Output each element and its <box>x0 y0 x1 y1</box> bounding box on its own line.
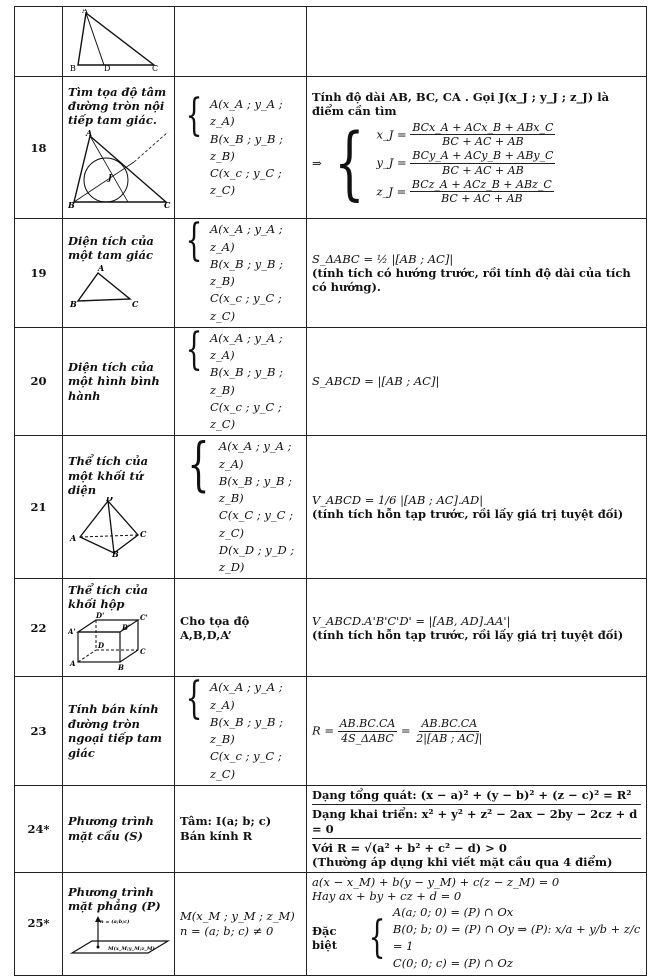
label-b1: B' <box>122 622 131 632</box>
given-normal: n = (a; b; c) ≠ 0 <box>180 923 274 938</box>
radius-numerator-2: AB.BC.CA <box>421 716 478 730</box>
given-cell <box>175 785 307 872</box>
special-label: Đặc biệt <box>312 923 338 952</box>
row-number: 22 <box>15 579 63 677</box>
tetrahedron-figure <box>68 497 152 557</box>
radius-label: R = <box>312 723 334 738</box>
given-c: C(x_c ; y_C ; z_C) <box>210 166 282 198</box>
label-c1: C' <box>140 612 148 622</box>
table-row-17 <box>15 7 647 77</box>
label-point-m: M(x_M;y_M;z_M) <box>108 946 155 953</box>
row-title: Diện tích của một hình bình hành <box>63 327 175 436</box>
given-c: C(x_c ; y_C ; z_C) <box>210 749 282 781</box>
xj-label: x_J = <box>376 126 407 141</box>
label-d1: D' <box>96 611 105 620</box>
label-c: C <box>132 298 139 309</box>
row-title <box>63 872 175 975</box>
label-c: C <box>152 64 159 71</box>
formula-cell: Tính độ dài AB, BC, CA . Gọi J(x_J ; y_J ; z_J) là điểm cần tìm ⇒ { x_J = $\frac{\text{BCx\_A + ACx\_B + ABx\_C}}{BC + AC + AB}$ y_J = $\frac{\text{BCy\_A + ACy\_B + ABy\_C}}{BC + AC + AB}$ z_J = $\frac{\text{BCz\_A + ACz\_B + ABz\_C}}{BC + AC + AB}$ <box>307 77 647 219</box>
zj-numerator: BCz_A + ACz_B + ABz_C <box>411 177 552 191</box>
formula-cell: a(x − x_M) + b(y − y_M) + c(z − z_M) = 0 Hay ax + by + cz + d = 0 Đặc biệt { A(a; 0; 0) = (P) ∩ Ox B(0; b; 0) = (P) ∩ Oy ⇒ (P): x/a + y/b + z/c = 1 C(0; 0; c) = (P) ∩ Oz <box>307 872 647 975</box>
volume-box-formula: V_ABCD.A'B'C'D' = |[AB, AD].AA'| <box>312 613 511 628</box>
formula-intro: Tính độ dài AB, BC, CA . Gọi J(x_J ; y_J ; z_J) là điểm cần tìm <box>312 89 610 119</box>
given-a: A(x_A ; y_A ; z_A) <box>210 97 283 129</box>
table-row-19 <box>15 219 647 328</box>
given-center: Tâm: I(a; b; c) <box>180 814 272 829</box>
formula-note: (tính tích có hướng trước, rồi tính độ dài của tích có hướng). <box>312 265 631 295</box>
label-b: B <box>70 64 76 71</box>
table-row-20 <box>15 327 647 436</box>
row-title <box>63 77 175 219</box>
xj-numerator: BCx_A + ACx_B + ABx_C <box>412 120 554 134</box>
given-a: A(x_A ; y_A ; z_A) <box>210 330 283 363</box>
special-a: A(a; 0; 0) = (P) ∩ Ox <box>392 904 514 919</box>
label-a: A <box>98 262 105 273</box>
label-b: B <box>70 298 77 309</box>
yj-numerator: BCy_A + ACy_B + ABy_C <box>412 149 554 162</box>
plane-general-form: Hay ax + by + cz + d = 0 <box>312 889 462 904</box>
yj-label: y_J = <box>376 155 407 170</box>
area-parallelogram-formula: S_ABCD = |[AB ; AC]| <box>312 374 440 389</box>
given-point: M(x_M ; y_M ; z_M) <box>180 909 295 924</box>
volume-tetrahedron-formula: V_ABCD = 1/6 |[AB ; AC].AD| <box>312 493 484 507</box>
box-figure <box>68 612 152 670</box>
given-b: B(x_B ; y_B ; z_B) <box>210 131 284 163</box>
label-j: J <box>108 171 112 182</box>
given-c: C(x_c ; y_C ; z_C) <box>210 291 282 323</box>
row-title <box>63 579 175 677</box>
given-b: B(x_B ; y_B ; z_B) <box>210 714 284 747</box>
given-cell <box>175 872 307 975</box>
row-title <box>63 436 175 579</box>
given-a: A(x_A ; y_A ; z_A) <box>218 439 292 471</box>
sphere-expanded-form: Dạng khai triển: x² + y² + z² − 2ax − 2by − 2cz + d = 0 <box>312 805 641 839</box>
row-number: 18 <box>15 77 63 219</box>
given-cell: { A(x_A ; y_A ; z_A) B(x_B ; y_B ; z_B) C(x_c ; y_C ; z_C) <box>175 677 307 786</box>
row-title-text: Phương trình mặt phẳng (P) <box>68 884 161 913</box>
formula-cell <box>307 579 647 677</box>
label-a: A <box>70 658 76 668</box>
row-title-text: Tìm tọa độ tâm đường tròn nội tiếp tam giác. <box>68 84 167 128</box>
label-normal: n = (a;b;c) <box>100 919 130 926</box>
sphere-radius-condition: Với R = √(a² + b² + c² − d) > 0 <box>312 841 507 855</box>
row-number <box>15 7 63 77</box>
row-number: 19 <box>15 219 63 328</box>
label-a: A <box>82 9 88 15</box>
sphere-general-form: Dạng tổng quát: (x − a)² + (y − b)² + (z − c)² = R² <box>312 786 641 805</box>
given-b: B(x_B ; y_B ; z_B) <box>218 473 292 506</box>
row-title-text: Thể tích của một khối tứ diện <box>68 454 149 497</box>
sphere-note: (Thường áp dụng khi viết mặt cầu qua 4 điểm) <box>312 855 613 870</box>
special-c: C(0; 0; c) = (P) ∩ Oz <box>392 956 513 971</box>
row-number: 23 <box>15 677 63 786</box>
zj-label: z_J = <box>376 183 407 198</box>
figure-cell <box>63 7 175 77</box>
given-a: A(x_A ; y_A ; z_A) <box>210 222 283 254</box>
formula-cell <box>307 327 647 436</box>
row-title-text: Thể tích của khối hộp <box>68 582 149 612</box>
radius-denominator-1: 4S_ΔABC <box>341 731 394 745</box>
label-a: A <box>70 533 77 544</box>
special-b: B(0; b; 0) = (P) ∩ Oy ⇒ (P): x/a + y/b + z/c = 1 <box>392 921 641 953</box>
table-row-21 <box>15 436 647 579</box>
formula-note: (tính tích hỗn tạp trước, rồi lấy giá trị tuyệt đối) <box>312 507 624 522</box>
row-title-text: Diện tích của một tam giác <box>68 234 154 263</box>
formula-cell: R = $\frac{AB.BC.CA}{\text{4S\_ΔABC}}$ = $\frac{AB.BC.CA}{2|[AB ; AC]|}$ <box>307 677 647 786</box>
label-b: B <box>68 199 75 208</box>
given-cell: { A(x_A ; y_A ; z_A) B(x_B ; y_B ; z_B) C(x_c ; y_C ; z_C) <box>175 219 307 328</box>
formula-cell <box>307 436 647 579</box>
formula-note: (tính tích hỗn tạp trước, rồi lấy giá trị tuyệt đối) <box>312 627 624 642</box>
given-radius: Bán kính R <box>180 828 253 843</box>
formula-table <box>14 6 647 976</box>
yj-denominator: BC + AC + AB <box>442 163 524 177</box>
given-b: B(x_B ; y_B ; z_B) <box>210 365 284 397</box>
plane-figure <box>68 913 172 959</box>
area-triangle-formula: S_ΔABC = ½ |[AB ; AC]| <box>312 251 454 266</box>
label-b: B <box>112 549 119 558</box>
triangle-bisector-figure <box>68 9 168 71</box>
zj-denominator: BC + AC + AB <box>441 192 523 206</box>
label-c: C <box>140 646 146 656</box>
row-title: Tính bán kính đường tròn ngoại tiếp tam giác <box>63 677 175 786</box>
row-title <box>63 219 175 328</box>
given-d: D(x_D ; y_D ; z_D) <box>218 542 295 575</box>
formula-cell <box>307 219 647 328</box>
given-b: B(x_B ; y_B ; z_B) <box>210 256 284 289</box>
label-d: D <box>104 64 111 71</box>
row-number: 21 <box>15 436 63 579</box>
row-title: Phương trình mặt cầu (S) <box>63 785 175 872</box>
given-a: A(x_A ; y_A ; z_A) <box>210 680 283 712</box>
label-c: C <box>164 199 171 208</box>
given-c: C(x_C ; y_C ; z_C) <box>218 508 293 540</box>
row-number: 25* <box>15 872 63 975</box>
table-row-23 <box>15 677 647 786</box>
table-row-22 <box>15 579 647 677</box>
radius-denominator-2: 2|[AB ; AC]| <box>416 731 483 745</box>
given-c: C(x_c ; y_C ; z_C) <box>210 399 282 432</box>
plane-point-normal-form: a(x − x_M) + b(y − y_M) + c(z − z_M) = 0 <box>312 874 560 889</box>
row-number: 20 <box>15 327 63 436</box>
incircle-figure <box>68 128 172 208</box>
given-cell: Cho tọa độ A,B,D,A’ <box>175 579 307 677</box>
row-number: 24* <box>15 785 63 872</box>
given-cell: { A(x_A ; y_A ; z_A) B(x_B ; y_B ; z_B) C(x_C ; y_C ; z_C) D(x_D ; y_D ; z_D) <box>175 436 307 579</box>
implies-symbol: ⇒ <box>312 156 322 171</box>
formula-cell <box>307 785 647 872</box>
xj-denominator: BC + AC + AB <box>442 135 524 149</box>
label-d: D <box>106 497 113 504</box>
table-row-24 <box>15 785 647 872</box>
label-a: A <box>86 127 93 138</box>
label-a1: A' <box>68 626 76 636</box>
label-d: D <box>98 640 105 650</box>
radius-numerator-1: AB.BC.CA <box>339 716 396 730</box>
label-b: B <box>118 662 124 670</box>
table-row-18 <box>15 77 647 219</box>
given-cell: { A(x_A ; y_A ; z_A) B(x_B ; y_B ; z_B) C(x_c ; y_C ; z_C) <box>175 327 307 436</box>
given-cell: { A(x_A ; y_A ; z_A) B(x_B ; y_B ; z_B) C(x_c ; y_C ; z_C) <box>175 77 307 219</box>
label-c: C <box>140 529 147 540</box>
triangle-figure <box>68 263 148 309</box>
table-row-25 <box>15 872 647 975</box>
